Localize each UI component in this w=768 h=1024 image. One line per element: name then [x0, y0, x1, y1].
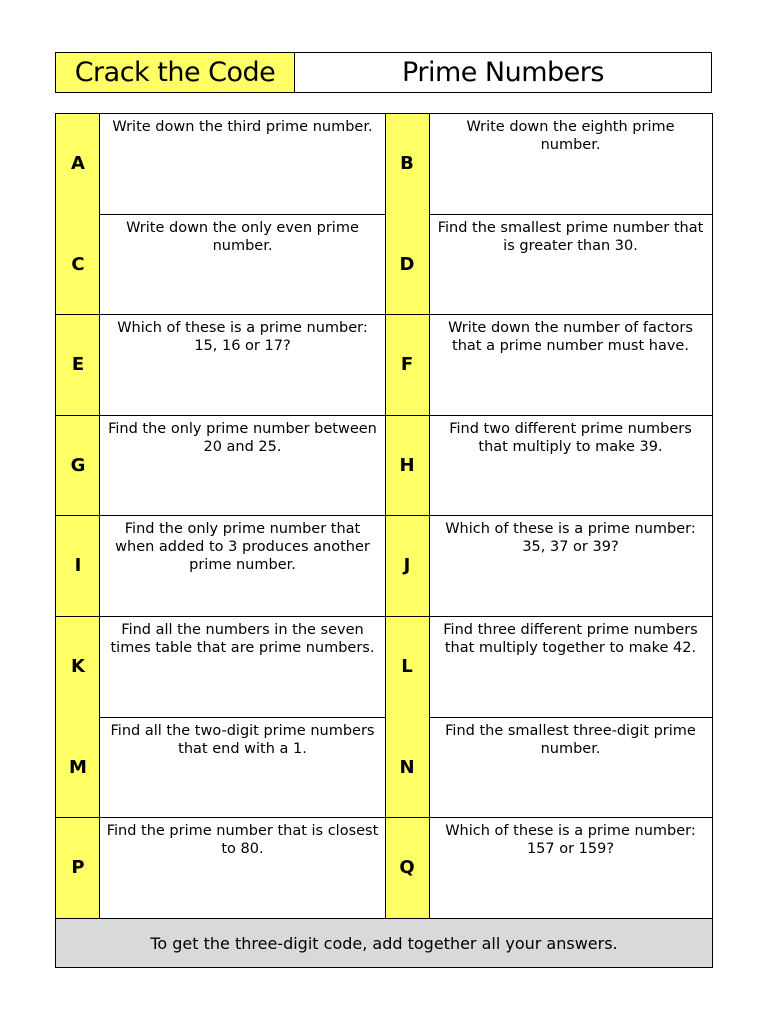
worksheet-title: Crack the Code: [56, 53, 295, 92]
question-cell: Find all the numbers in the seven times table that are prime numbers.: [100, 617, 385, 718]
question-letter: K: [71, 656, 85, 677]
question-letter: I: [74, 555, 82, 577]
question-cell: Which of these is a prime number: 35, 37 or 39?: [429, 516, 712, 617]
worksheet-topic: Prime Numbers: [402, 57, 604, 88]
worksheet-header: [55, 52, 712, 93]
question-letter: B: [400, 153, 414, 174]
letter-column-right: [385, 114, 430, 919]
question-letter: H: [399, 454, 415, 476]
question-grid: [55, 113, 713, 968]
question-cell: Find the smallest prime number that is greater than 30.: [429, 215, 712, 316]
letter-column-left: [56, 114, 100, 919]
question-cell: Find two different prime numbers that multiply to make 39.: [429, 416, 712, 517]
question-cell: Find the only prime number that when added to 3 produces another prime number.: [100, 516, 385, 617]
question-letter: G: [70, 454, 86, 476]
question-letter: J: [403, 555, 411, 577]
question-cell: Write down the number of factors that a prime number must have.: [429, 315, 712, 416]
question-cell: Find the smallest three-digit prime number.: [429, 718, 712, 819]
question-cell: Which of these is a prime number: 15, 16 or 17?: [100, 315, 385, 416]
question-letter: N: [399, 756, 415, 778]
question-cell: Find three different prime numbers that multiply together to make 42.: [429, 617, 712, 718]
question-letter: D: [399, 253, 415, 275]
question-letter: A: [71, 153, 85, 174]
footer-instruction: To get the three-digit code, add together all your answers.: [56, 919, 712, 967]
question-letter: E: [71, 354, 85, 376]
question-letter: Q: [399, 857, 415, 879]
question-letter: P: [71, 857, 85, 879]
question-letter: M: [69, 756, 87, 778]
question-letter: C: [71, 253, 85, 275]
question-cell: Write down the eighth prime number.: [429, 114, 712, 215]
question-letter: L: [401, 656, 413, 677]
question-cell: Write down the only even prime number.: [100, 215, 385, 316]
question-cell: Write down the third prime number.: [100, 114, 385, 215]
question-cell: Find all the two-digit prime numbers that end with a 1.: [100, 718, 385, 819]
question-cell: Find the only prime number between 20 and 25.: [100, 416, 385, 517]
question-letter: F: [400, 354, 414, 376]
question-cell: Which of these is a prime number: 157 or 159?: [429, 818, 712, 919]
question-cell: Find the prime number that is closest to 80.: [100, 818, 385, 919]
